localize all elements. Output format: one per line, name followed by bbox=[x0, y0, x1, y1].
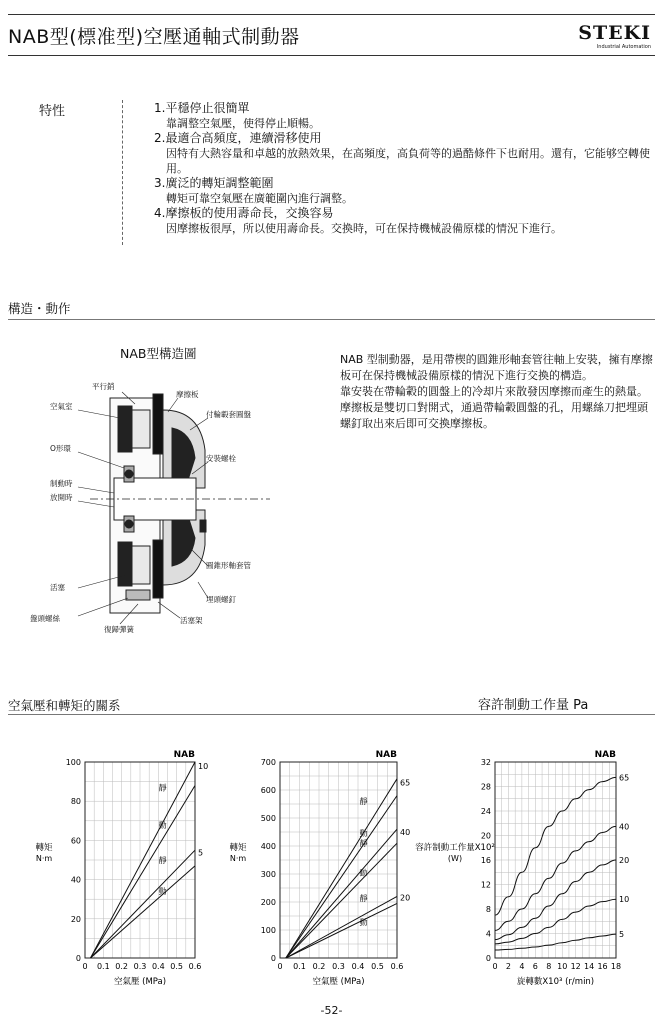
annotation-label: 靜 bbox=[359, 797, 368, 807]
x-tick-label: 0.5 bbox=[170, 962, 184, 971]
label-hub-disk: 付輪轂套圓盤 bbox=[206, 410, 251, 419]
structure-section-title: 構造・動作 bbox=[8, 301, 71, 316]
page-number: -52- bbox=[320, 1004, 343, 1017]
annotation-label: 靜 bbox=[359, 894, 368, 904]
features-list bbox=[154, 101, 659, 236]
page-title: NAB型(標准型)空壓通軸式制動器 bbox=[8, 26, 300, 48]
y-tick-label: 20 bbox=[480, 831, 491, 841]
chart-torque-large bbox=[229, 750, 410, 987]
label-release: 放開時 bbox=[50, 493, 73, 502]
label-friction-plate: 摩擦板 bbox=[176, 390, 199, 399]
series-line bbox=[286, 843, 397, 958]
charts-area bbox=[0, 732, 663, 994]
y-axis-unit: N·m bbox=[229, 854, 247, 864]
y-tick-label: 0 bbox=[270, 954, 276, 963]
label-parallel-pin: 平行銷 bbox=[92, 382, 115, 391]
series-label: 40 bbox=[619, 822, 630, 832]
x-tick-label: 0 bbox=[492, 962, 498, 971]
x-tick-label: 0.3 bbox=[133, 962, 147, 971]
chart-title: NAB bbox=[173, 750, 195, 760]
size-label: 40 bbox=[400, 827, 411, 837]
label-air-chamber: 空氣室 bbox=[50, 402, 73, 411]
x-axis-label: 旋轉數X10³ (r/min) bbox=[516, 977, 595, 987]
charts-right-title: 容許制動工作量 Pa bbox=[478, 698, 589, 713]
x-tick-label: 16 bbox=[597, 962, 608, 971]
annotation-label: 靜 bbox=[158, 783, 167, 793]
series-label: 5 bbox=[619, 930, 625, 940]
y-tick-label: 100 bbox=[260, 926, 276, 935]
description-paragraph: 靠安裝在帶輪轂的圓盤上的冷却片來散發因摩擦而產生的熱量。 bbox=[340, 385, 648, 398]
series-line bbox=[91, 850, 196, 958]
x-tick-label: 0.1 bbox=[293, 962, 306, 971]
diagram-title: NAB型構造圖 bbox=[120, 346, 197, 361]
size-label: 65 bbox=[400, 778, 411, 788]
x-tick-label: 0.4 bbox=[351, 962, 365, 971]
annotation-label: 靜 bbox=[158, 856, 167, 866]
feature-desc: 靠調整空氣壓，使得停止順暢。 bbox=[166, 117, 320, 130]
x-tick-label: 8 bbox=[546, 962, 552, 971]
feature-desc: 因特有大熱容量和卓越的放熱效果，在高頻度，高負荷等的過酷條件下也耐用。還有，它能够空轉使用。 bbox=[166, 147, 650, 175]
features-divider bbox=[122, 100, 123, 245]
label-piston-frame: 活塞架 bbox=[180, 616, 203, 625]
y-tick-label: 40 bbox=[70, 875, 81, 885]
y-axis-label: 容許制動工作量X10² bbox=[415, 843, 495, 854]
size-label: 5 bbox=[198, 848, 204, 858]
feature-item bbox=[154, 101, 659, 131]
annotation-label: 動 bbox=[359, 829, 368, 839]
y-tick-label: 8 bbox=[485, 905, 491, 914]
annotation-label: 動 bbox=[158, 820, 167, 830]
size-label: 10 bbox=[198, 761, 209, 771]
structure-diagram bbox=[30, 370, 330, 640]
x-tick-label: 12 bbox=[570, 962, 581, 971]
x-tick-label: 4 bbox=[519, 962, 525, 971]
series-label: 20 bbox=[619, 856, 630, 865]
y-tick-label: 100 bbox=[65, 758, 81, 767]
feature-heading: 4.摩擦板的使用壽命長，交換容易 bbox=[154, 206, 334, 220]
y-tick-label: 80 bbox=[70, 797, 81, 807]
y-tick-label: 24 bbox=[480, 807, 491, 816]
x-tick-label: 0.5 bbox=[371, 962, 384, 971]
y-tick-label: 600 bbox=[260, 786, 276, 795]
description-paragraph: NAB 型制動器，是用帶楔的圓錐形軸套管往軸上安裝，擁有摩擦板可在保持機械設備原樣的情況下進行交換的構造。 bbox=[340, 353, 653, 382]
x-tick-label: 2 bbox=[505, 962, 511, 971]
series-label: 10 bbox=[619, 895, 630, 905]
size-label: 20 bbox=[400, 893, 411, 903]
y-tick-label: 28 bbox=[480, 782, 491, 792]
label-o-ring: O形環 bbox=[50, 444, 71, 453]
y-tick-label: 200 bbox=[260, 898, 276, 907]
feature-heading: 1.平穩停止很簡單 bbox=[154, 101, 250, 115]
structure-description bbox=[340, 352, 658, 432]
feature-heading: 2.最適合高頻度，連續滑移使用 bbox=[154, 131, 322, 145]
y-axis-label: 轉矩 bbox=[35, 843, 53, 854]
chart-brake-work bbox=[415, 750, 629, 987]
y-axis-label: 轉矩 bbox=[229, 843, 247, 854]
x-tick-label: 0.3 bbox=[332, 962, 345, 971]
feature-item bbox=[154, 206, 659, 236]
label-taper-sleeve: 圓錐形軸套管 bbox=[206, 561, 251, 570]
series-label: 65 bbox=[619, 773, 630, 783]
y-tick-label: 500 bbox=[260, 814, 276, 823]
annotation-label: 動 bbox=[359, 917, 368, 927]
x-tick-label: 0.2 bbox=[312, 962, 326, 971]
x-axis-label: 空氣壓 (MPa) bbox=[312, 977, 365, 987]
series-line bbox=[91, 786, 196, 958]
x-tick-label: 14 bbox=[584, 962, 595, 971]
series-line bbox=[286, 796, 397, 958]
y-tick-label: 60 bbox=[70, 836, 81, 846]
structure-rule bbox=[8, 319, 655, 320]
chart-torque-small bbox=[35, 750, 208, 987]
annotation-label: 靜 bbox=[359, 838, 368, 848]
brand-logo: STEKI bbox=[578, 22, 651, 44]
label-piston: 活塞 bbox=[50, 583, 65, 592]
feature-desc: 因摩擦板很厚，所以使用壽命長。交換時，可在保持機械設備原樣的情況下進行。 bbox=[166, 222, 562, 235]
x-tick-label: 0.6 bbox=[188, 962, 202, 971]
y-tick-label: 16 bbox=[480, 856, 491, 865]
x-tick-label: 10 bbox=[557, 962, 568, 971]
y-axis-unit: N·m bbox=[35, 854, 53, 864]
y-tick-label: 0 bbox=[485, 954, 491, 963]
label-mount-bolt: 安裝螺栓 bbox=[206, 454, 236, 463]
features-label: 特性 bbox=[39, 104, 66, 119]
charts-left-title: 空氣壓和轉矩的關系 bbox=[8, 698, 121, 713]
y-tick-label: 0 bbox=[75, 954, 81, 963]
chart-title: NAB bbox=[594, 750, 616, 760]
x-tick-label: 6 bbox=[532, 962, 538, 971]
label-pan-screw: 盤頭螺絲 bbox=[30, 614, 60, 623]
label-set-screw: 埋頭螺釘 bbox=[206, 595, 236, 604]
y-axis-unit: (W) bbox=[447, 854, 463, 864]
header-rule bbox=[8, 55, 655, 56]
y-tick-label: 400 bbox=[260, 842, 276, 851]
x-tick-label: 0.1 bbox=[96, 962, 110, 971]
feature-heading: 3.廣泛的轉矩調整範圍 bbox=[154, 176, 274, 190]
y-tick-label: 4 bbox=[485, 929, 491, 939]
charts-rule bbox=[8, 714, 655, 715]
brand-tagline: Industrial Automation bbox=[596, 44, 651, 50]
x-axis-label: 空氣壓 (MPa) bbox=[113, 977, 167, 987]
chart-title: NAB bbox=[375, 750, 397, 760]
label-brake: 制動時 bbox=[50, 479, 73, 488]
x-tick-label: 0 bbox=[82, 962, 88, 971]
series-line bbox=[286, 896, 397, 958]
feature-desc: 轉矩可靠空氣壓在廣範圍內進行調整。 bbox=[166, 192, 353, 205]
y-tick-label: 12 bbox=[480, 880, 491, 890]
annotation-label: 動 bbox=[359, 868, 368, 878]
y-tick-label: 300 bbox=[260, 870, 276, 879]
x-tick-label: 0 bbox=[277, 962, 283, 971]
x-tick-label: 0.6 bbox=[390, 962, 404, 971]
x-tick-label: 0.2 bbox=[115, 962, 129, 971]
y-tick-label: 32 bbox=[480, 758, 491, 767]
label-return-spring: 復歸彈簧 bbox=[104, 625, 134, 634]
y-tick-label: 20 bbox=[70, 914, 81, 924]
top-rule bbox=[8, 14, 655, 15]
y-tick-label: 700 bbox=[260, 758, 276, 767]
feature-item bbox=[154, 176, 659, 206]
annotation-label: 動 bbox=[158, 887, 167, 897]
description-paragraph: 摩擦板是雙切口對開式，通過帶輪轂圓盤的孔，用螺絲刀把埋頭螺釘取出來后即可交換摩擦板。 bbox=[340, 401, 648, 430]
x-tick-label: 0.4 bbox=[151, 962, 165, 971]
series-line bbox=[286, 829, 397, 958]
feature-item bbox=[154, 131, 659, 176]
x-tick-label: 18 bbox=[610, 962, 622, 971]
